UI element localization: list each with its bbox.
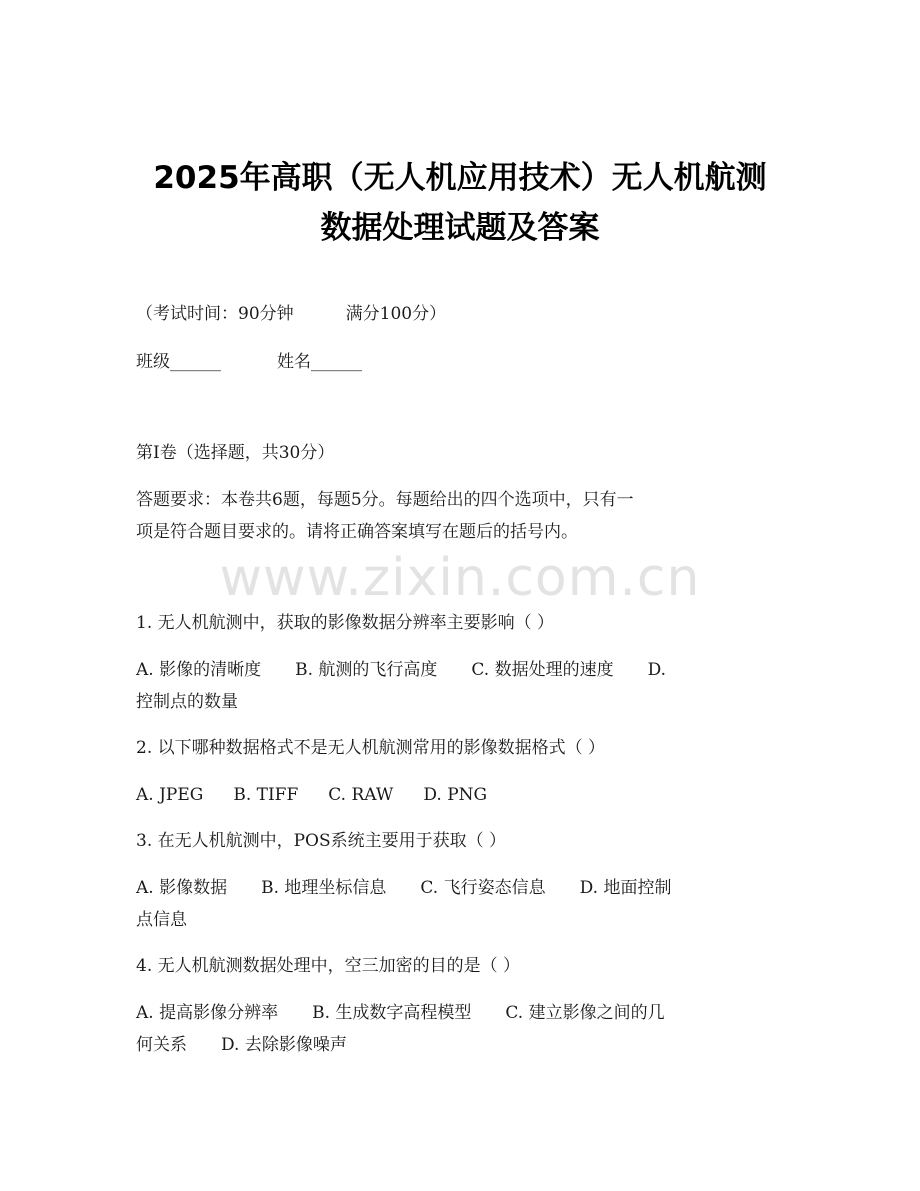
class-field: 班级______ bbox=[136, 352, 221, 372]
document-title-line-2: 数据处理试题及答案 bbox=[320, 210, 600, 246]
option-d: D. 去除影像噪声 bbox=[221, 1035, 347, 1055]
option-a: A. 影像的清晰度 bbox=[136, 660, 262, 680]
section-heading: 第I卷（选择题，共30分） bbox=[136, 443, 335, 463]
question-4-stem: 4. 无人机航测数据处理中，空三加密的目的是（ ） bbox=[136, 956, 521, 976]
option-c: C. 飞行姿态信息 bbox=[420, 878, 546, 898]
exam-time: （考试时间：90分钟 bbox=[136, 304, 294, 324]
question-4-options-continued bbox=[136, 1029, 796, 1061]
question-3-stem: 3. 在无人机航测中，POS系统主要用于获取（ ） bbox=[136, 831, 507, 851]
document-title-line-1: 2025年高职（无人机应用技术）无人机航测 bbox=[153, 160, 767, 196]
option-d: D. 地面控制 bbox=[579, 878, 672, 898]
section-instructions-line-2: 项是符合题目要求的。请将正确答案填写在题后的括号内。 bbox=[136, 522, 578, 542]
option-b: B. 生成数字高程模型 bbox=[312, 1003, 472, 1023]
option-c-continued: 何关系 bbox=[136, 1035, 187, 1055]
option-d: D. PNG bbox=[423, 785, 488, 805]
option-a: A. 影像数据 bbox=[136, 878, 228, 898]
option-b: B. TIFF bbox=[233, 785, 299, 805]
option-c: C. 数据处理的速度 bbox=[471, 660, 614, 680]
question-1-options-continued: 控制点的数量 bbox=[136, 692, 238, 712]
question-1-options bbox=[136, 654, 796, 686]
section-instructions-line-1: 答题要求：本卷共6题，每题5分。每题给出的四个选项中，只有一 bbox=[136, 490, 634, 510]
watermark: www.zixin.com.cn bbox=[219, 548, 701, 608]
question-2-options bbox=[136, 779, 796, 811]
option-b: B. 地理坐标信息 bbox=[261, 878, 387, 898]
option-d: D. bbox=[647, 660, 667, 680]
question-3-options-continued: 点信息 bbox=[136, 910, 187, 930]
option-a: A. JPEG bbox=[136, 785, 204, 805]
exam-score: 满分100分） bbox=[345, 304, 447, 324]
option-b: B. 航测的飞行高度 bbox=[295, 660, 438, 680]
exam-info bbox=[136, 298, 796, 330]
question-2-stem: 2. 以下哪种数据格式不是无人机航测常用的影像数据格式（ ） bbox=[136, 738, 606, 758]
name-field: 姓名______ bbox=[277, 352, 362, 372]
student-fields bbox=[136, 346, 796, 378]
option-c: C. 建立影像之间的几 bbox=[505, 1003, 665, 1023]
option-c: C. RAW bbox=[328, 785, 394, 805]
question-3-options bbox=[136, 872, 796, 904]
question-1-stem: 1. 无人机航测中，获取的影像数据分辨率主要影响（ ） bbox=[136, 613, 555, 633]
question-4-options bbox=[136, 997, 796, 1029]
option-a: A. 提高影像分辨率 bbox=[136, 1003, 279, 1023]
